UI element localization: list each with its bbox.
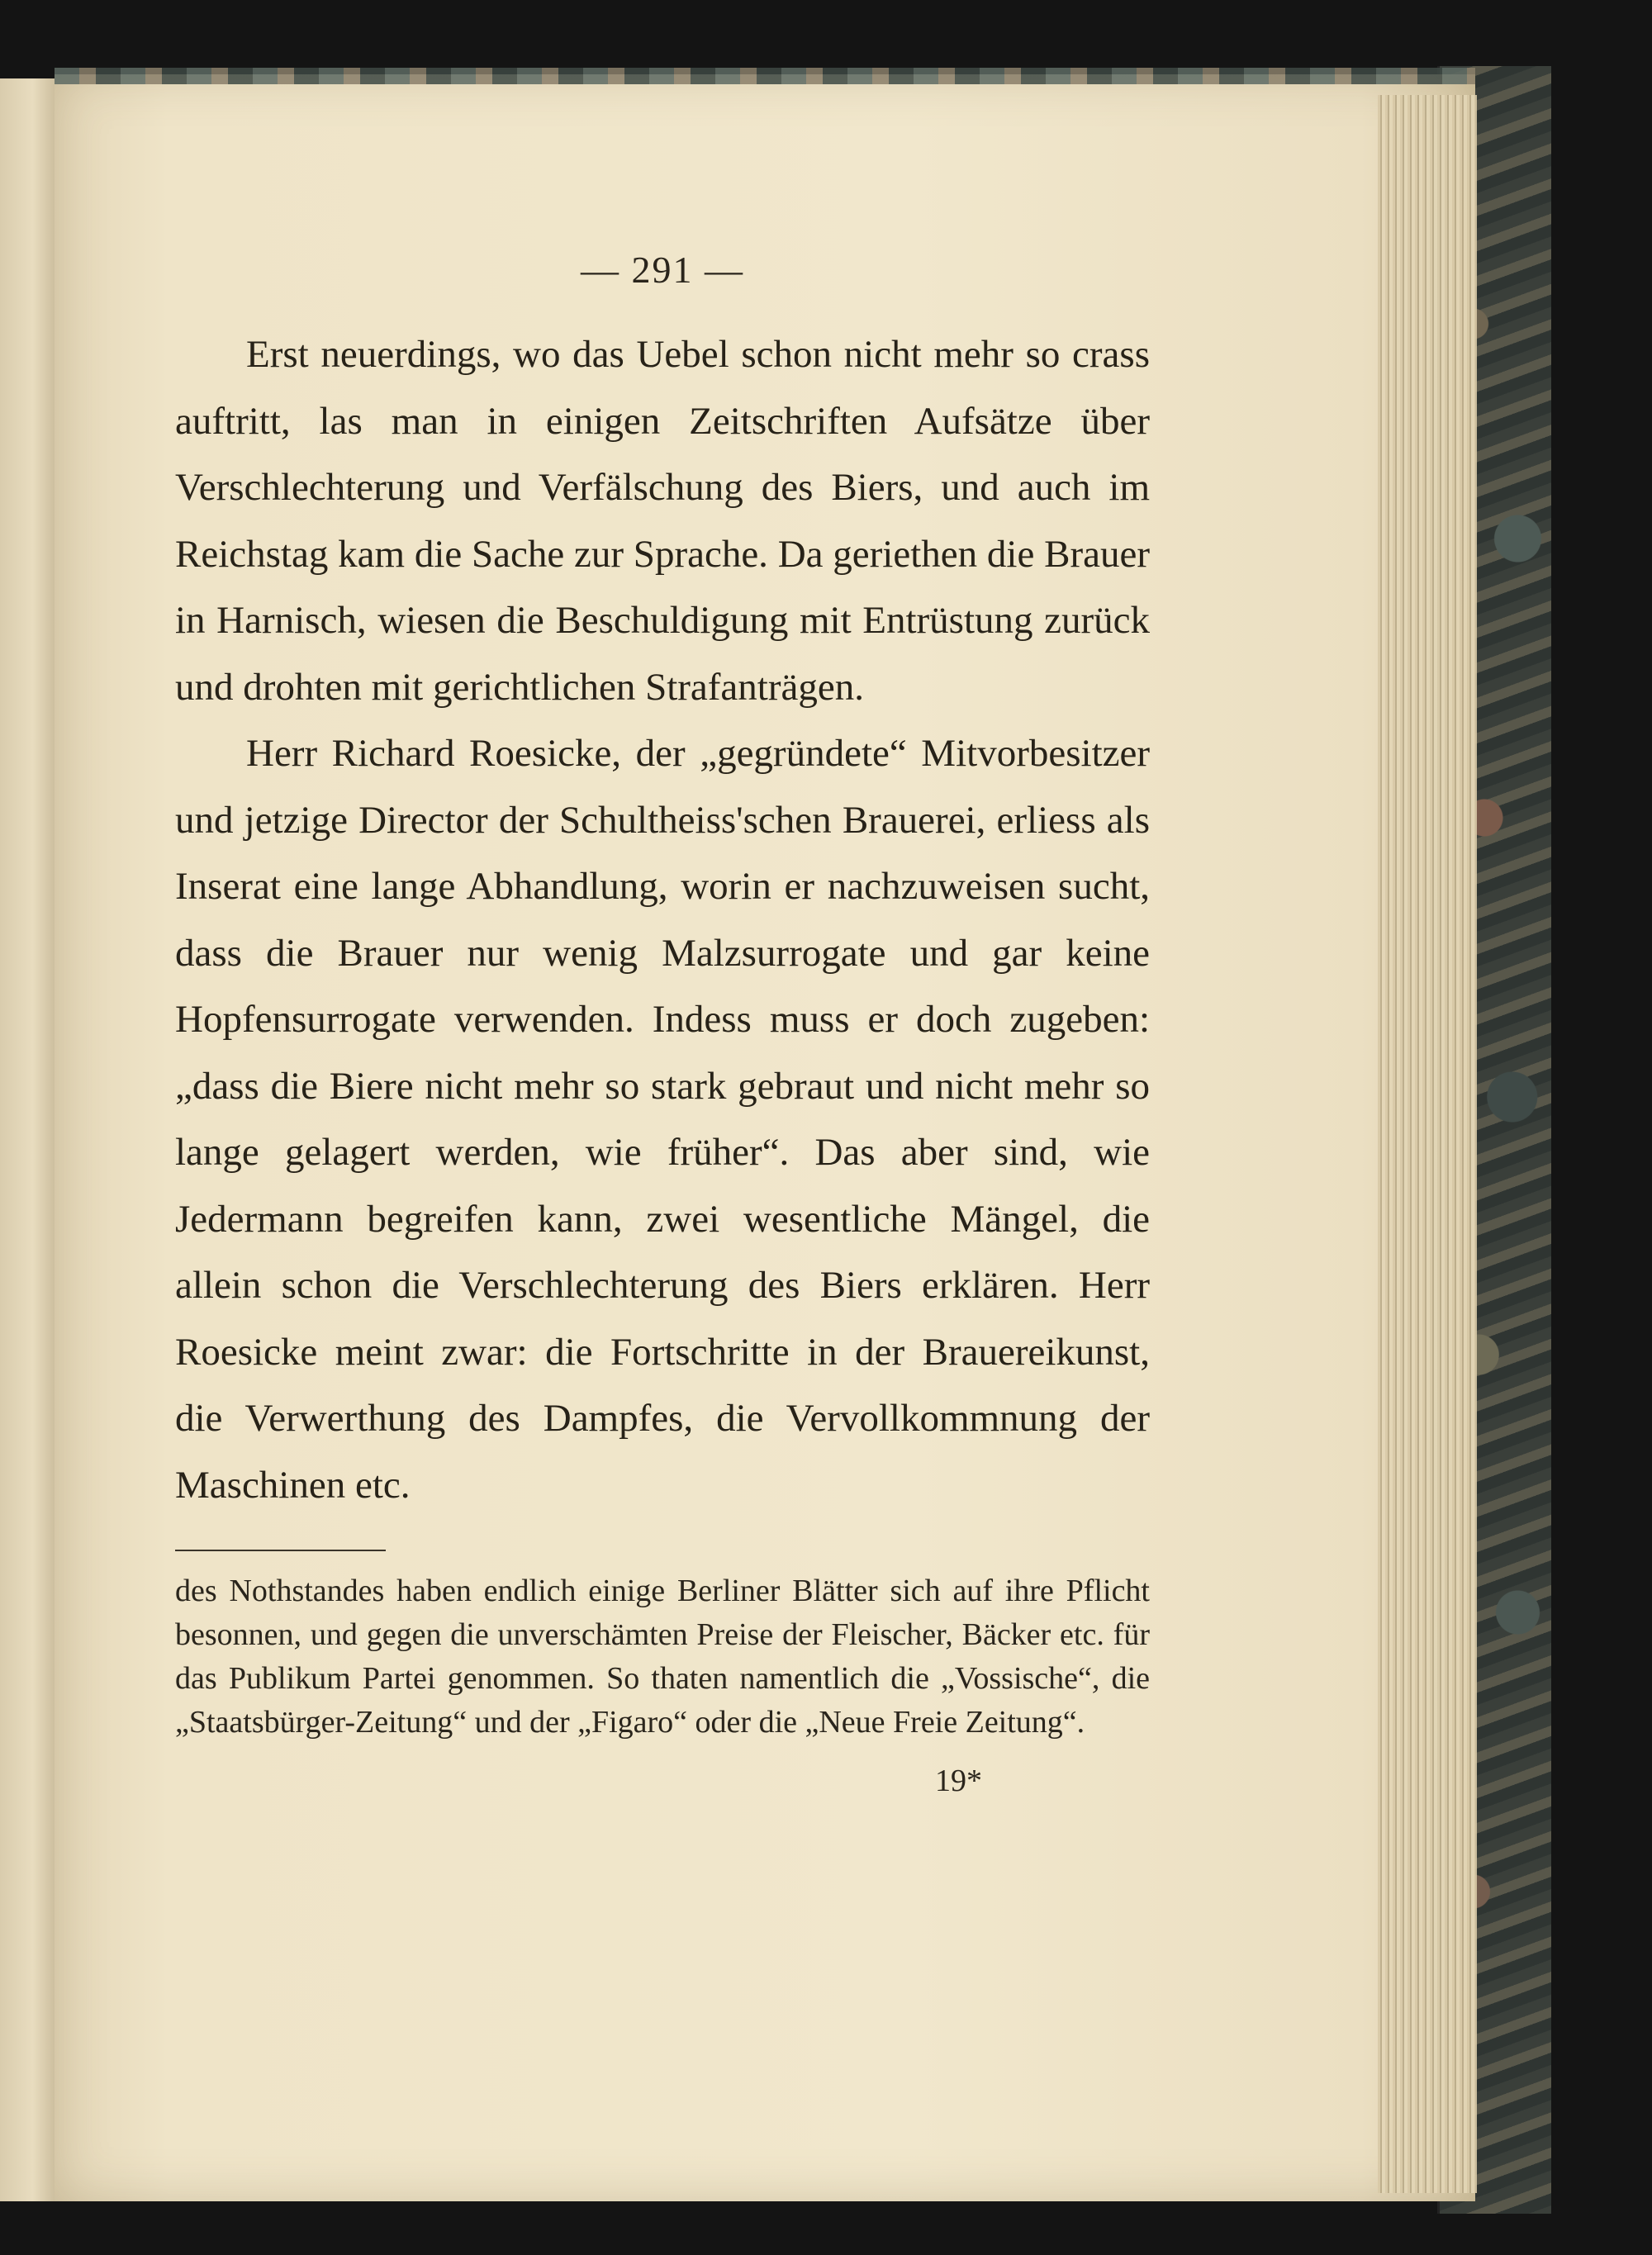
page-stack-edges <box>1378 95 1477 2193</box>
main-text <box>175 321 1150 1518</box>
page-text-block <box>175 248 1150 1799</box>
paragraph-2: Herr Richard Roesicke, der „gegründete“ Mitvorbesitzer und jetzige Director der Schultheiss'schen Brauerei, erliess als Inserat eine lange Abhandlung, worin er nachzuweisen sucht, dass die Brauer nur wenig Malzsurrogate und gar keine Hopfensurrogate verwenden. Indess muss er doch zugeben: „dass die Biere nicht mehr so stark gebraut und nicht mehr so lange gelagert werden, wie früher“. Das aber sind, wie Jedermann begreifen kann, zwei wesentliche Mängel, die allein schon die Verschlechterung des Biers erklären. Herr Roesicke meint zwar: die Fortschritte in der Brauereikunst, die Verwerthung des Dampfes, die Vervollkommnung der Maschinen etc. <box>175 732 1150 1507</box>
previous-page-edge <box>0 78 56 2201</box>
footnote-rule <box>175 1550 386 1551</box>
footnote: des Nothstandes haben endlich einige Berliner Blätter sich auf ihre Pflicht besonnen, und gegen die unverschämten Preise der Fleischer, Bäcker etc. für das Publikum Partei genommen. So thaten namentlich die „Vossische“, die „Staatsbürger-Zeitung“ und der „Figaro“ oder die „Neue Freie Zeitung“. <box>175 1574 1150 1740</box>
signature-mark: 19* <box>935 1764 982 1798</box>
page-top-edge <box>55 68 1475 84</box>
paragraph-1: Erst neuerdings, wo das Uebel schon nicht mehr so crass auftritt, las man in einigen Zeitschriften Aufsätze über Verschlechterung und Verfälschung des Biers, und auch im Reichstag kam die Sache zur Sprache. Da geriethen die Brauer in Harnisch, wiesen die Beschuldigung mit Entrüstung zurück und drohten mit gerichtlichen Strafanträgen. <box>175 333 1150 709</box>
page-header: — 291 — <box>581 249 744 291</box>
